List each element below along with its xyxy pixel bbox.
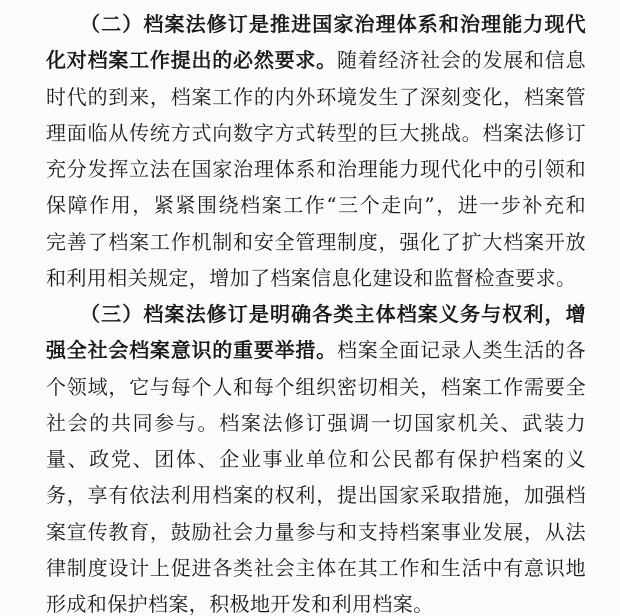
- paragraph-3-line-5: 量、政党、团体、企业事业单位和公民都有保护档案的义: [46, 447, 586, 472]
- paragraph-3-line-4: 社会的共同参与。档案法修订强调一切国家机关、武装力: [46, 410, 586, 435]
- paragraph-3-line-2: 强全社会档案意识的重要举措。档案全面记录人类生活的各: [46, 338, 586, 363]
- paragraph-3-line-3: 个领域，它与每个人和每个组织密切相关，档案工作需要全: [46, 374, 586, 399]
- paragraph-2-line-5: 充分发挥立法在国家治理体系和治理能力现代化中的引领和: [46, 157, 586, 182]
- paragraph-3-line-7: 案宣传教育，鼓励社会力量参与和支持档案事业发展，从法: [46, 519, 586, 544]
- paragraph-2-line-3: 时代的到来，档案工作的内外环境发生了深刻变化，档案管: [46, 84, 586, 109]
- paragraph-2-heading-end: 化对档案工作提出的必然要求。: [46, 48, 337, 73]
- paragraph-2-line-4: 理面临从传统方式向数字方式转型的巨大挑战。档案法修订: [46, 120, 586, 145]
- paragraph-3-line-9: 形成和保护档案，积极地开发和利用档案。: [46, 592, 434, 616]
- paragraph-2-heading-line: （二）档案法修订是推进国家治理体系和治理能力现代: [80, 12, 586, 36]
- paragraph-2-line-2: 化对档案工作提出的必然要求。随着经济社会的发展和信息: [46, 48, 586, 73]
- paragraph-2: [46, 6, 586, 296]
- paragraph-2-line-6: 保障作用，紧紧围绕档案工作“三个走向”，进一步补充和: [46, 193, 586, 218]
- paragraph-3: [46, 296, 586, 616]
- paragraph-3-heading-end: 强全社会档案意识的重要举措。: [46, 338, 337, 363]
- paragraph-3-line-6: 务，享有依法利用档案的权利，提出国家采取措施，加强档: [46, 483, 586, 508]
- paragraph-2-line-7: 完善了档案工作机制和安全管理制度，强化了扩大档案开放: [46, 229, 586, 254]
- paragraph-3-heading-line: （三）档案法修订是明确各类主体档案义务与权利，增: [80, 302, 586, 326]
- paragraph-2-line-8: 和利用相关规定，增加了档案信息化建设和监督检查要求。: [46, 266, 577, 291]
- paragraph-3-line-8: 律制度设计上促进各类社会主体在其工作和生活中有意识地: [46, 556, 586, 581]
